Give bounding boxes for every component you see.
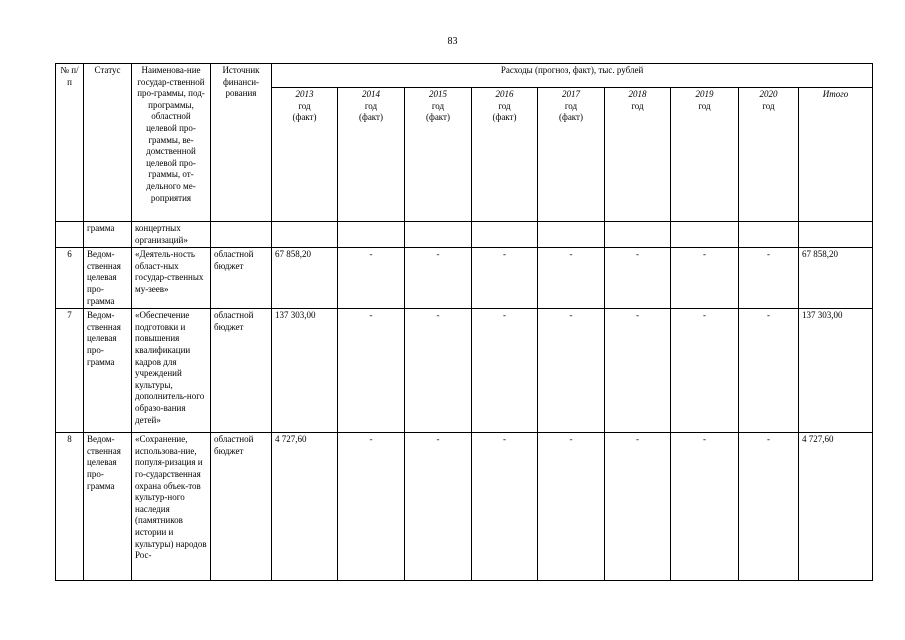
row-value-2017: - — [538, 309, 605, 433]
row-value-2016: - — [472, 309, 538, 433]
cont-name: концертных организаций» — [132, 222, 211, 248]
row-name: «Сохранение, использова-ние, популя-ризация и го-сударственная охрана объек-тов культур-ного наследия (памятников истории и культуры) народов Рос- — [132, 433, 211, 581]
row-value-2017: - — [538, 248, 605, 309]
header-year-2015: 2015 год (факт) — [405, 88, 472, 222]
cont-num — [56, 222, 84, 248]
row-value-2020: - — [739, 433, 799, 581]
row-value-2013: 67 858,20 — [272, 248, 338, 309]
row-value-2014: - — [338, 309, 405, 433]
expenses-table — [55, 63, 873, 581]
header-year-2018: 2018 год — [605, 88, 671, 222]
row-num: 6 — [56, 248, 84, 309]
row-value-2019: - — [671, 433, 739, 581]
empty-cell — [538, 222, 605, 248]
row-value-2016: - — [472, 433, 538, 581]
row-value-2018: - — [605, 309, 671, 433]
row-value-2015: - — [405, 433, 472, 581]
header-num: № п/п — [56, 64, 84, 222]
continuation-row — [56, 222, 873, 248]
header-name: Наименова-ние государ-ственной про-граммы, под-программы, областной целевой про-граммы, ве-домственной целевой про-граммы, от-дельного ме-роприятия — [132, 64, 211, 222]
row-name: «Обеспечение подготовки и повышения квалификации кадров для учреждений культуры, дополнитель-ного образо-вания детей» — [132, 309, 211, 433]
header-year-2020: 2020 год — [739, 88, 799, 222]
table-row — [56, 248, 873, 309]
row-value-2016: - — [472, 248, 538, 309]
empty-cell — [272, 222, 338, 248]
row-value-2013: 137 303,00 — [272, 309, 338, 433]
row-total: 67 858,20 — [799, 248, 873, 309]
header-year-2016: 2016 год (факт) — [472, 88, 538, 222]
empty-cell — [405, 222, 472, 248]
header-year-2017: 2017 год (факт) — [538, 88, 605, 222]
header-source: Источник финанси-рования — [211, 64, 272, 222]
row-value-2020: - — [739, 248, 799, 309]
header-year-2013: 2013 год (факт) — [272, 88, 338, 222]
row-num: 8 — [56, 433, 84, 581]
row-value-2020: - — [739, 309, 799, 433]
row-source: областной бюджет — [211, 248, 272, 309]
empty-cell — [605, 222, 671, 248]
page-number: 83 — [447, 36, 458, 47]
header-total: Итого — [799, 88, 873, 222]
row-value-2013: 4 727,60 — [272, 433, 338, 581]
table-row — [56, 433, 873, 581]
row-total: 137 303,00 — [799, 309, 873, 433]
row-value-2018: - — [605, 248, 671, 309]
row-status: Ведом-ственная целевая про-грамма — [84, 248, 132, 309]
row-value-2015: - — [405, 309, 472, 433]
row-status: Ведом-ственная целевая про-грамма — [84, 309, 132, 433]
header-year-2019: 2019 год — [671, 88, 739, 222]
header-status: Статус — [84, 64, 132, 222]
empty-cell — [739, 222, 799, 248]
empty-cell — [211, 222, 272, 248]
empty-cell — [671, 222, 739, 248]
row-value-2017: - — [538, 433, 605, 581]
empty-cell — [338, 222, 405, 248]
row-total: 4 727,60 — [799, 433, 873, 581]
row-source: областной бюджет — [211, 433, 272, 581]
empty-cell — [799, 222, 873, 248]
row-status: Ведом-ственная целевая про-грамма — [84, 433, 132, 581]
row-value-2019: - — [671, 309, 739, 433]
row-source: областной бюджет — [211, 309, 272, 433]
table-row — [56, 309, 873, 433]
row-num: 7 — [56, 309, 84, 433]
empty-cell — [472, 222, 538, 248]
row-value-2018: - — [605, 433, 671, 581]
header-expenses: Расходы (прогноз, факт), тыс. рублей — [272, 64, 873, 88]
row-value-2019: - — [671, 248, 739, 309]
cont-status: грамма — [84, 222, 132, 248]
header-year-2014: 2014 год (факт) — [338, 88, 405, 222]
row-name: «Деятель-ность област-ных государ-ственных му-зеев» — [132, 248, 211, 309]
row-value-2014: - — [338, 433, 405, 581]
header-row-1 — [56, 64, 873, 88]
row-value-2015: - — [405, 248, 472, 309]
row-value-2014: - — [338, 248, 405, 309]
